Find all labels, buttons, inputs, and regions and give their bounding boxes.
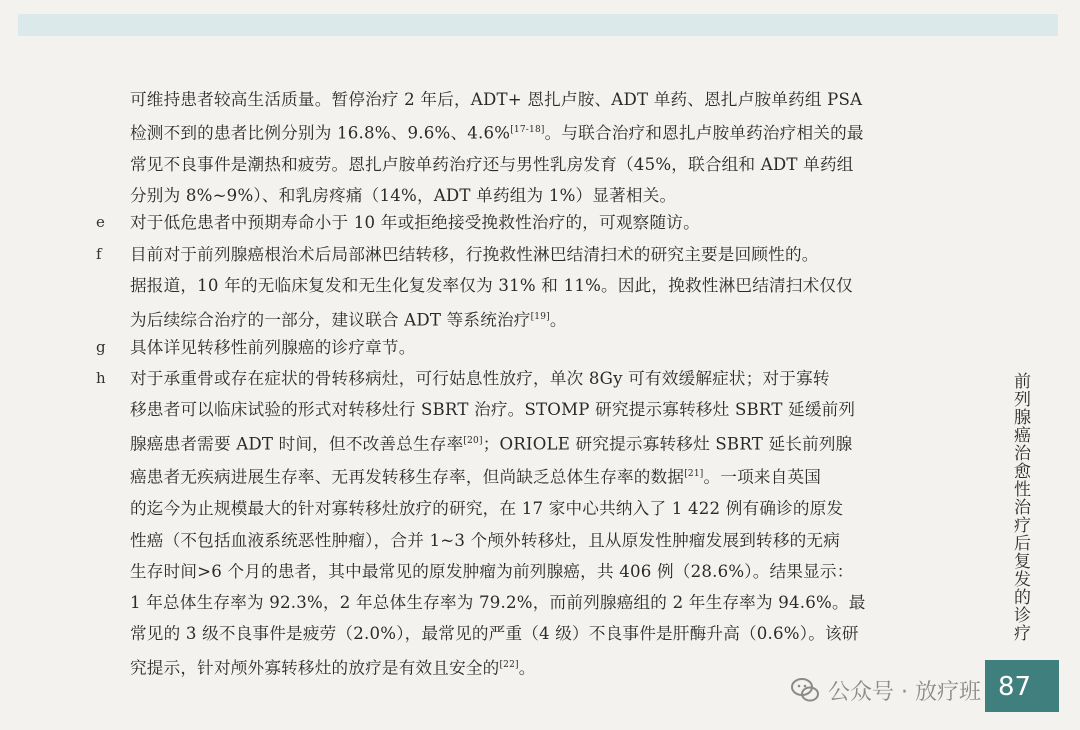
note-letter: e [96, 213, 106, 231]
note-h-line-5: 的迄今为止规模最大的针对寡转移灶放疗的研究，在 17 家中心共纳入了 1 422 例有确诊的原发 [130, 499, 844, 519]
intro-line-1: 可维持患者较高生活质量。暂停治疗 2 年后，ADT+ 恩扎卢胺、ADT 单药、恩扎卢胺单药组 PSA [130, 90, 863, 109]
note-h-line-10: 究提示，针对颅外寡转移灶的放疗是有效且安全的[22]。 [130, 658, 536, 678]
note-letter: f [96, 245, 102, 263]
wechat-icon [790, 675, 820, 705]
citation-17-18: [17-18] [510, 125, 545, 136]
note-f [96, 239, 978, 335]
note-e [96, 207, 978, 238]
intro-paragraph [130, 84, 978, 212]
note-e-line-1: 对于低危患者中预期寿命小于 10 年或拒绝接受挽救性治疗的，可观察随访。 [130, 213, 700, 232]
citation-20: [20] [463, 435, 483, 446]
note-h-line-8: 1 年总体生存率为 92.3%，2 年总体生存率为 79.2%，而前列腺癌组的 2 年生存率为 94.6%。最 [130, 593, 866, 613]
chapter-side-title: 前列腺癌治愈性治疗后复发的诊疗 [1010, 372, 1030, 642]
citation-19: [19] [530, 311, 550, 322]
page-number: 87 [998, 672, 1032, 702]
intro-line-2: 检测不到的患者比例分别为 16.8%、9.6%、4.6%[17-18]。与联合治疗和恩扎卢胺单药治疗相关的最 [130, 123, 864, 143]
note-g [96, 332, 978, 363]
citation-21: [21] [684, 469, 704, 480]
intro-line-4: 分别为 8%~9%）、和乳房疼痛（14%，ADT 单药组为 1%）显著相关。 [130, 186, 677, 206]
note-h-line-7: 生存时间>6 个月的患者，其中最常见的原发肿瘤为前列腺癌，共 406 例（28.6%）。结果显示： [130, 561, 854, 581]
note-h-line-6: 性癌（不包括血液系统恶性肿瘤），合并 1~3 个颅外转移灶，且从原发性肿瘤发展到转移的无病 [130, 530, 841, 550]
watermark [790, 672, 981, 708]
note-f-line-2: 据报道，10 年的无临床复发和无生化复发率仅为 31% 和 11%。因此，挽救性淋巴结清扫术仅仅 [130, 276, 853, 296]
watermark-text: 公众号 · 放疗班 [828, 679, 981, 705]
note-f-line-1: 目前对于前列腺癌根治术后局部淋巴结转移，行挽救性淋巴结清扫术的研究主要是回顾性的。 [130, 245, 819, 264]
note-letter: g [96, 338, 106, 356]
citation-22: [22] [499, 659, 519, 670]
note-h [96, 363, 978, 684]
note-h-line-1: 对于承重骨或存在症状的骨转移病灶，可行姑息性放疗，单次 8Gy 可有效缓解症状；对于寡转 [130, 369, 830, 388]
note-h-line-3: 腺癌患者需要 ADT 时间，但不改善总生存率[20]；ORIOLE 研究提示寡转移灶 SBRT 延长前列腺 [130, 434, 853, 454]
note-letter: h [96, 369, 106, 387]
intro-line-3: 常见不良事件是潮热和疲劳。恩扎卢胺单药治疗还与男性乳房发育（45%，联合组和 ADT 单药组 [130, 155, 854, 175]
note-f-line-3: 为后续综合治疗的一部分，建议联合 ADT 等系统治疗[19]。 [130, 310, 567, 330]
note-h-line-4: 癌患者无疾病进展生存率、无再发转移生存率，但尚缺乏总体生存率的数据[21]。一项来自英国 [130, 467, 822, 487]
note-h-line-9: 常见的 3 级不良事件是疲劳（2.0%），最常见的严重（4 级）不良事件是肝酶升高（0.6%）。该研 [130, 624, 859, 644]
note-g-line-1: 具体详见转移性前列腺癌的诊疗章节。 [130, 338, 416, 357]
note-h-line-2: 移患者可以临床试验的形式对转移灶行 SBRT 治疗。STOMP 研究提示寡转移灶 SBRT 延缓前列 [130, 400, 856, 420]
